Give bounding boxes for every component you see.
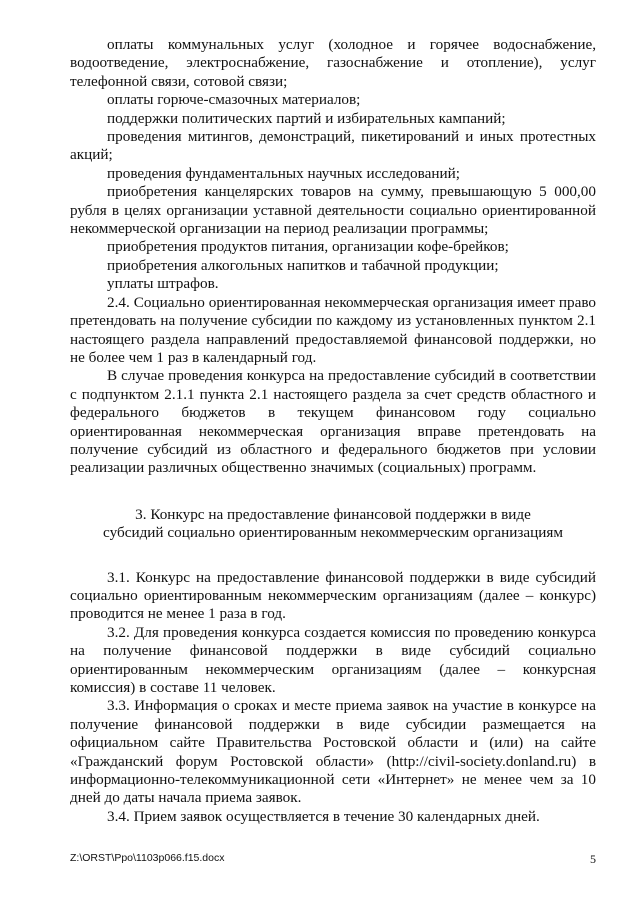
list-item: приобретения продуктов питания, организации кофе-брейков; bbox=[107, 238, 509, 256]
section-heading bbox=[70, 506, 596, 543]
paragraph-3-4: 3.4. Прием заявок осуществляется в течение 30 календарных дней. bbox=[107, 807, 540, 825]
list-item: проведения митингов, демонстраций, пикетирований и иных протестных акций; bbox=[70, 128, 596, 164]
section-heading-line1: 3. Конкурс на предоставление финансовой поддержки в виде bbox=[135, 505, 531, 523]
page-number: 5 bbox=[590, 852, 596, 866]
exclusion-list bbox=[70, 36, 596, 294]
file-path: Z:\ORST\Ppo\1103p066.f15.docx bbox=[70, 852, 225, 864]
paragraph-3-2: 3.2. Для проведения конкурса создается комиссия по проведению конкурса на получение финансовой поддержки в виде субсидий социально ориентированным некоммерческим организациям (далее – конкурсная комиссия) в составе 11 человек. bbox=[70, 623, 596, 696]
list-item: приобретения канцелярских товаров на сумму, превышающую 5 000,00 рубля в целях организации уставной деятельности социально ориентированной некоммерческой организации на период реализации программы; bbox=[70, 183, 596, 238]
list-item: проведения фундаментальных научных исследований; bbox=[107, 164, 460, 182]
list-item: поддержки политических партий и избирательных кампаний; bbox=[107, 109, 506, 127]
paragraph-3-1: 3.1. Конкурс на предоставление финансовой поддержки в виде субсидий социально ориентированным некоммерческим организациям (далее – конкурс) проводится не менее 1 раза в год. bbox=[70, 568, 596, 623]
paragraph-2-4: 2.4. Социально ориентированная некоммерческая организация имеет право претендовать на получение субсидии по каждому из установленных пунктом 2.1 настоящего раздела направлений предоставляемой финансовой поддержки, но не более чем 1 раз в календарный год. bbox=[70, 293, 596, 366]
section-heading-line2: субсидий социально ориентированным некоммерческим организациям bbox=[103, 524, 563, 542]
list-item: уплаты штрафов. bbox=[107, 275, 219, 293]
list-item: оплаты горюче-смазочных материалов; bbox=[107, 91, 361, 109]
list-item: оплаты коммунальных услуг (холодное и горячее водоснабжение, водоотведение, электроснабжение, газоснабжение и отопление), услуг телефонной связи, сотовой связи; bbox=[70, 36, 596, 90]
list-item: приобретения алкогольных напитков и табачной продукции; bbox=[107, 256, 499, 274]
paragraph-2-4-continued: В случае проведения конкурса на предоставление субсидий в соответствии с подпунктом 2.1.1 пункта 2.1 настоящего раздела за счет средств областного и федерального бюджетов в текущем финансовом году социально ориентированная некоммерческая организация вправе претендовать на получение субсидий из областного и федерального бюджетов при условии реализации различных общественно значимых (социальных) программ. bbox=[70, 367, 596, 477]
paragraph-3-3: 3.3. Информация о сроках и месте приема заявок на участие в конкурсе на получение финансовой поддержки в виде субсидии размещается на официальном сайте Правительства Ростовской области и (или) на сайте «Гражданский форум Ростовской области» (http://civil-society.donland.ru) в информационно-телекоммуникационной сети «Интернет» не менее чем за 10 дней до даты начала приема заявок. bbox=[70, 697, 596, 807]
page-footer bbox=[70, 852, 596, 867]
document-page bbox=[70, 36, 596, 826]
